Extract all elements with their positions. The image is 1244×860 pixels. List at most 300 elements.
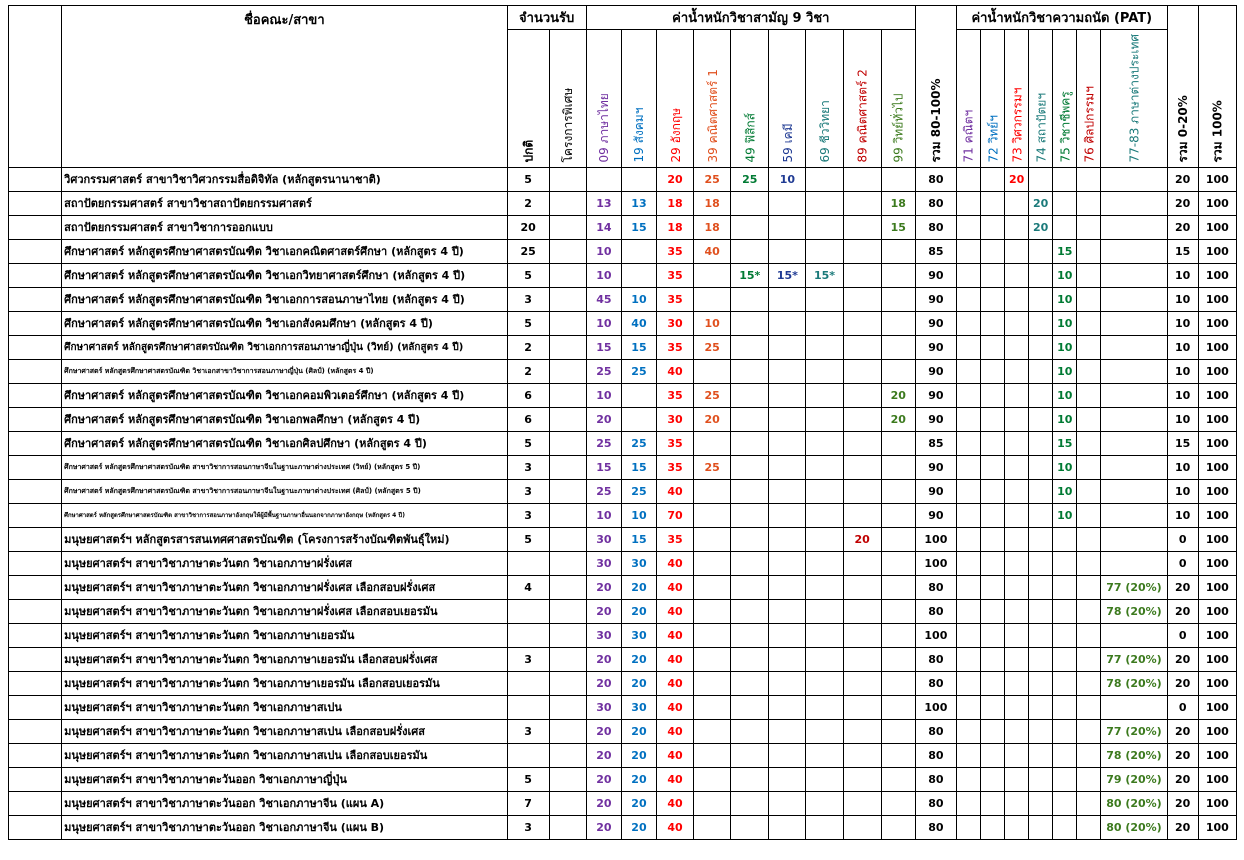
cell-s020: 0: [1167, 551, 1198, 575]
row-blank-cell: [9, 431, 62, 455]
cell-s100: 100: [1198, 815, 1236, 839]
cell-p74: [1029, 287, 1053, 311]
cell-s39: [694, 767, 731, 791]
cell-s99: [881, 719, 915, 743]
cell-p77: [1101, 359, 1167, 383]
cell-s99: [881, 815, 915, 839]
cell-p73: [1005, 215, 1029, 239]
cell-s49: [731, 647, 769, 671]
cell-s89: [843, 167, 881, 191]
cell-s19: [621, 239, 656, 263]
cell-p73: [1005, 239, 1029, 263]
cell-s100: 100: [1198, 407, 1236, 431]
cell-name: มนุษยศาสตร์ฯ สาขาวิชาภาษาตะวันตก วิชาเอกภาษาเยอรมัน เลือกสอบฝรั่งเศส: [62, 647, 507, 671]
cell-s39: 10: [694, 311, 731, 335]
cell-p75: [1053, 215, 1077, 239]
cell-s39: 25: [694, 383, 731, 407]
cell-p77: 80 (20%): [1101, 815, 1167, 839]
table-row: [9, 263, 1237, 287]
cell-s29: 40: [657, 767, 694, 791]
cell-s49: [731, 383, 769, 407]
cell-p73: [1005, 695, 1029, 719]
cell-s89: [843, 671, 881, 695]
cell-s020: 0: [1167, 527, 1198, 551]
cell-p77: [1101, 623, 1167, 647]
cell-s69: [806, 167, 843, 191]
cell-p75: [1053, 815, 1077, 839]
cell-name: ศึกษาศาสตร์ หลักสูตรศึกษาศาสตรบัณฑิต สาขาวิชาการสอนภาษาจีนในฐานะภาษาต่างประเทศ (ศิลป์) (หลักสูตร 5 ปี): [62, 479, 507, 503]
cell-sum: 90: [915, 359, 956, 383]
cell-p76: [1077, 815, 1101, 839]
cell-s020: 10: [1167, 407, 1198, 431]
cell-s59: [769, 503, 806, 527]
cell-s29: 40: [657, 599, 694, 623]
cell-p71: [956, 647, 980, 671]
cell-sp: [549, 575, 586, 599]
cell-s89: [843, 743, 881, 767]
cell-s69: [806, 455, 843, 479]
cell-s49: [731, 335, 769, 359]
cell-s39: 25: [694, 167, 731, 191]
header-p74: 74 สถาปัตยฯ: [1029, 30, 1053, 168]
cell-s29: 40: [657, 791, 694, 815]
cell-sum: 80: [915, 647, 956, 671]
cell-s49: [731, 551, 769, 575]
cell-s09: 25: [586, 479, 621, 503]
cell-p71: [956, 287, 980, 311]
cell-p71: [956, 719, 980, 743]
cell-p71: [956, 311, 980, 335]
cell-s39: [694, 287, 731, 311]
header-p77: 77-83 ภาษาต่างประเทศ: [1101, 30, 1167, 168]
cell-p74: [1029, 455, 1053, 479]
cell-p72: [981, 791, 1005, 815]
cell-s89: [843, 575, 881, 599]
cell-s49: [731, 599, 769, 623]
cell-q: 3: [507, 647, 549, 671]
cell-p77: [1101, 167, 1167, 191]
cell-s39: [694, 575, 731, 599]
cell-s69: [806, 479, 843, 503]
cell-s19: 13: [621, 191, 656, 215]
cell-s69: [806, 671, 843, 695]
cell-s09: 20: [586, 719, 621, 743]
cell-s39: [694, 815, 731, 839]
cell-s020: 10: [1167, 503, 1198, 527]
cell-s69: [806, 191, 843, 215]
cell-q: 3: [507, 815, 549, 839]
cell-p75: 10: [1053, 383, 1077, 407]
cell-s39: [694, 791, 731, 815]
cell-p73: [1005, 767, 1029, 791]
admission-weight-table: [8, 5, 1237, 840]
table-row: [9, 527, 1237, 551]
cell-s19: 20: [621, 815, 656, 839]
cell-s69: [806, 239, 843, 263]
cell-p73: [1005, 743, 1029, 767]
cell-s99: [881, 767, 915, 791]
cell-p75: 10: [1053, 263, 1077, 287]
table-row: [9, 815, 1237, 839]
cell-s89: [843, 407, 881, 431]
cell-s29: 40: [657, 575, 694, 599]
cell-s69: [806, 359, 843, 383]
cell-name: มนุษยศาสตร์ฯ สาขาวิชาภาษาตะวันออก วิชาเอกภาษาญี่ปุ่น: [62, 767, 507, 791]
cell-p71: [956, 335, 980, 359]
cell-p72: [981, 647, 1005, 671]
cell-s100: 100: [1198, 479, 1236, 503]
cell-q: 2: [507, 335, 549, 359]
cell-s100: 100: [1198, 767, 1236, 791]
cell-s59: [769, 575, 806, 599]
cell-sp: [549, 599, 586, 623]
row-blank-cell: [9, 719, 62, 743]
cell-s19: 40: [621, 311, 656, 335]
cell-s59: [769, 623, 806, 647]
cell-s020: 0: [1167, 695, 1198, 719]
cell-s49: [731, 695, 769, 719]
cell-s09: 15: [586, 455, 621, 479]
cell-q: 7: [507, 791, 549, 815]
row-blank-cell: [9, 455, 62, 479]
cell-p77: [1101, 407, 1167, 431]
cell-p72: [981, 623, 1005, 647]
cell-s69: [806, 575, 843, 599]
cell-s89: [843, 719, 881, 743]
cell-s100: 100: [1198, 551, 1236, 575]
header-special: โครงการพิเศษ: [549, 30, 586, 168]
cell-s09: 20: [586, 575, 621, 599]
cell-sp: [549, 671, 586, 695]
cell-p71: [956, 167, 980, 191]
cell-p76: [1077, 791, 1101, 815]
cell-s19: 20: [621, 671, 656, 695]
cell-s39: [694, 527, 731, 551]
cell-q: 6: [507, 407, 549, 431]
cell-s100: 100: [1198, 575, 1236, 599]
cell-p71: [956, 359, 980, 383]
cell-name: ศึกษาศาสตร์ หลักสูตรศึกษาศาสตรบัณฑิต วิชาเอกศิลปศึกษา (หลักสูตร 4 ปี): [62, 431, 507, 455]
cell-p73: [1005, 383, 1029, 407]
cell-s19: 25: [621, 359, 656, 383]
table-body: [9, 167, 1237, 839]
cell-p72: [981, 359, 1005, 383]
cell-sp: [549, 743, 586, 767]
cell-s09: 45: [586, 287, 621, 311]
cell-s020: 15: [1167, 239, 1198, 263]
cell-p76: [1077, 647, 1101, 671]
cell-p72: [981, 695, 1005, 719]
header-regular: ปกติ: [507, 30, 549, 168]
cell-p71: [956, 479, 980, 503]
cell-s59: [769, 695, 806, 719]
cell-s99: [881, 503, 915, 527]
cell-p71: [956, 743, 980, 767]
cell-s69: [806, 791, 843, 815]
cell-p72: [981, 191, 1005, 215]
cell-name: ศึกษาศาสตร์ หลักสูตรศึกษาศาสตรบัณฑิต วิชาเอกวิทยาศาสตร์ศึกษา (หลักสูตร 4 ปี): [62, 263, 507, 287]
cell-s99: [881, 455, 915, 479]
cell-q: 4: [507, 575, 549, 599]
cell-s39: [694, 263, 731, 287]
cell-s020: 20: [1167, 815, 1198, 839]
cell-s29: 40: [657, 815, 694, 839]
cell-sum: 80: [915, 167, 956, 191]
cell-s59: [769, 599, 806, 623]
cell-p75: [1053, 167, 1077, 191]
cell-p76: [1077, 335, 1101, 359]
cell-sp: [549, 695, 586, 719]
cell-s020: 20: [1167, 191, 1198, 215]
cell-p71: [956, 455, 980, 479]
cell-p76: [1077, 599, 1101, 623]
cell-p77: [1101, 431, 1167, 455]
cell-p76: [1077, 287, 1101, 311]
blank-corner: [9, 6, 62, 168]
cell-sp: [549, 335, 586, 359]
cell-p75: 10: [1053, 359, 1077, 383]
cell-p77: [1101, 191, 1167, 215]
cell-s09: 20: [586, 671, 621, 695]
cell-s39: [694, 431, 731, 455]
header-s29: 29 อังกฤษ: [657, 30, 694, 168]
cell-q: [507, 599, 549, 623]
cell-p76: [1077, 455, 1101, 479]
cell-s19: 20: [621, 647, 656, 671]
cell-p73: [1005, 407, 1029, 431]
cell-sp: [549, 287, 586, 311]
cell-sp: [549, 815, 586, 839]
cell-name: มนุษยศาสตร์ฯ สาขาวิชาภาษาตะวันตก วิชาเอกภาษาสเปน เลือกสอบเยอรมัน: [62, 743, 507, 767]
cell-s020: 10: [1167, 479, 1198, 503]
cell-s29: 30: [657, 311, 694, 335]
cell-s020: 0: [1167, 623, 1198, 647]
cell-q: 3: [507, 503, 549, 527]
cell-sum: 80: [915, 815, 956, 839]
cell-p72: [981, 263, 1005, 287]
cell-s29: 35: [657, 263, 694, 287]
cell-s59: [769, 359, 806, 383]
cell-sum: 80: [915, 599, 956, 623]
header-s99: 99 วิทย์ทั่วไป: [881, 30, 915, 168]
cell-p75: [1053, 671, 1077, 695]
cell-sum: 100: [915, 527, 956, 551]
cell-s69: [806, 527, 843, 551]
cell-s29: 40: [657, 359, 694, 383]
cell-s020: 10: [1167, 383, 1198, 407]
cell-p77: 78 (20%): [1101, 671, 1167, 695]
cell-p76: [1077, 407, 1101, 431]
cell-p75: 10: [1053, 503, 1077, 527]
cell-s020: 10: [1167, 455, 1198, 479]
cell-name: มนุษยศาสตร์ฯ สาขาวิชาภาษาตะวันตก วิชาเอกภาษาเยอรมัน: [62, 623, 507, 647]
cell-sum: 80: [915, 791, 956, 815]
cell-s89: [843, 791, 881, 815]
cell-sum: 100: [915, 695, 956, 719]
cell-s39: 18: [694, 191, 731, 215]
cell-name: ศึกษาศาสตร์ หลักสูตรศึกษาศาสตรบัณฑิต วิชาเอกสาขาวิชาการสอนภาษาญี่ปุ่น (ศิลป์) (หลักสูตร 4 ปี): [62, 359, 507, 383]
cell-name: ศึกษาศาสตร์ หลักสูตรศึกษาศาสตรบัณฑิต สาขาวิชาการสอนภาษาจีนในฐานะภาษาต่างประเทศ (วิทย์) (หลักสูตร 5 ปี): [62, 455, 507, 479]
cell-p75: [1053, 575, 1077, 599]
header-sum100: รวม 100%: [1198, 6, 1236, 168]
header-s49: 49 ฟิสิกส์: [731, 30, 769, 168]
cell-p73: [1005, 671, 1029, 695]
cell-p73: [1005, 191, 1029, 215]
cell-p75: [1053, 647, 1077, 671]
cell-s09: 25: [586, 431, 621, 455]
cell-s020: 10: [1167, 287, 1198, 311]
cell-q: 5: [507, 767, 549, 791]
cell-sum: 90: [915, 455, 956, 479]
table-row: [9, 215, 1237, 239]
cell-p72: [981, 527, 1005, 551]
cell-s59: [769, 791, 806, 815]
table-row: [9, 647, 1237, 671]
cell-p75: [1053, 767, 1077, 791]
cell-p74: [1029, 647, 1053, 671]
cell-p77: [1101, 479, 1167, 503]
cell-p76: [1077, 215, 1101, 239]
cell-p71: [956, 191, 980, 215]
cell-p74: [1029, 167, 1053, 191]
cell-sp: [549, 791, 586, 815]
cell-s09: 10: [586, 311, 621, 335]
cell-s19: [621, 167, 656, 191]
cell-p72: [981, 311, 1005, 335]
cell-p71: [956, 599, 980, 623]
cell-s49: 25: [731, 167, 769, 191]
cell-p72: [981, 167, 1005, 191]
cell-s59: [769, 455, 806, 479]
cell-p72: [981, 599, 1005, 623]
cell-sp: [549, 479, 586, 503]
cell-s49: [731, 239, 769, 263]
cell-s69: [806, 695, 843, 719]
cell-p76: [1077, 479, 1101, 503]
table-row: [9, 311, 1237, 335]
cell-sum: 100: [915, 623, 956, 647]
cell-s100: 100: [1198, 167, 1236, 191]
cell-sum: 80: [915, 575, 956, 599]
cell-p76: [1077, 383, 1101, 407]
table-row: [9, 191, 1237, 215]
cell-p77: 77 (20%): [1101, 719, 1167, 743]
row-blank-cell: [9, 791, 62, 815]
cell-p74: [1029, 407, 1053, 431]
cell-name: มนุษยศาสตร์ฯ หลักสูตรสารสนเทศศาสตรบัณฑิต (โครงการสร้างบัณฑิตพันธุ์ใหม่): [62, 527, 507, 551]
cell-p75: [1053, 791, 1077, 815]
cell-p75: 10: [1053, 311, 1077, 335]
cell-s89: [843, 191, 881, 215]
table-row: [9, 551, 1237, 575]
cell-p71: [956, 527, 980, 551]
cell-sum: 80: [915, 215, 956, 239]
cell-s89: [843, 695, 881, 719]
cell-s09: 20: [586, 815, 621, 839]
cell-q: 3: [507, 479, 549, 503]
cell-p74: [1029, 383, 1053, 407]
cell-q: 5: [507, 263, 549, 287]
cell-sum: 80: [915, 719, 956, 743]
cell-p77: 77 (20%): [1101, 647, 1167, 671]
cell-p73: [1005, 359, 1029, 383]
cell-s29: 40: [657, 743, 694, 767]
cell-s19: 20: [621, 791, 656, 815]
cell-s19: [621, 383, 656, 407]
cell-p75: 10: [1053, 455, 1077, 479]
cell-s100: 100: [1198, 431, 1236, 455]
cell-s100: 100: [1198, 191, 1236, 215]
cell-name: ศึกษาศาสตร์ หลักสูตรศึกษาศาสตรบัณฑิต วิชาเอกคณิตศาสตร์ศึกษา (หลักสูตร 4 ปี): [62, 239, 507, 263]
cell-s39: 25: [694, 455, 731, 479]
cell-p74: [1029, 263, 1053, 287]
cell-p74: [1029, 815, 1053, 839]
cell-s09: 13: [586, 191, 621, 215]
cell-q: 5: [507, 527, 549, 551]
header-s59: 59 เคมี: [769, 30, 806, 168]
cell-s29: 30: [657, 407, 694, 431]
cell-s19: 10: [621, 287, 656, 311]
table-row: [9, 719, 1237, 743]
cell-sp: [549, 431, 586, 455]
row-blank-cell: [9, 335, 62, 359]
cell-s99: [881, 551, 915, 575]
row-blank-cell: [9, 599, 62, 623]
cell-s39: [694, 503, 731, 527]
cell-s69: [806, 623, 843, 647]
cell-p74: [1029, 575, 1053, 599]
header-gat9: ค่าน้ำหนักวิชาสามัญ 9 วิชา: [586, 6, 915, 30]
header-p75: 75 วิชาชีพครู: [1053, 30, 1077, 168]
cell-p72: [981, 671, 1005, 695]
cell-p73: [1005, 791, 1029, 815]
cell-s100: 100: [1198, 671, 1236, 695]
cell-s99: [881, 311, 915, 335]
cell-s69: [806, 551, 843, 575]
cell-name: ศึกษาศาสตร์ หลักสูตรศึกษาศาสตรบัณฑิต วิชาเอกการสอนภาษาญี่ปุ่น (วิทย์) (หลักสูตร 4 ปี): [62, 335, 507, 359]
cell-s19: 25: [621, 431, 656, 455]
row-blank-cell: [9, 479, 62, 503]
cell-p76: [1077, 743, 1101, 767]
cell-p72: [981, 575, 1005, 599]
cell-s19: 20: [621, 719, 656, 743]
cell-q: [507, 695, 549, 719]
cell-q: 2: [507, 359, 549, 383]
cell-p73: [1005, 551, 1029, 575]
cell-s09: 20: [586, 599, 621, 623]
cell-p73: [1005, 263, 1029, 287]
cell-s19: 20: [621, 767, 656, 791]
cell-p71: [956, 215, 980, 239]
cell-p75: 10: [1053, 407, 1077, 431]
cell-s99: [881, 479, 915, 503]
cell-s89: [843, 431, 881, 455]
cell-p75: 10: [1053, 287, 1077, 311]
cell-s29: 20: [657, 167, 694, 191]
cell-p76: [1077, 671, 1101, 695]
cell-s89: [843, 311, 881, 335]
cell-s100: 100: [1198, 743, 1236, 767]
cell-s09: [586, 167, 621, 191]
cell-s19: 30: [621, 623, 656, 647]
cell-sp: [549, 623, 586, 647]
cell-s100: 100: [1198, 311, 1236, 335]
table-row: [9, 623, 1237, 647]
table-row: [9, 503, 1237, 527]
cell-s39: [694, 551, 731, 575]
row-blank-cell: [9, 311, 62, 335]
cell-s49: [731, 431, 769, 455]
